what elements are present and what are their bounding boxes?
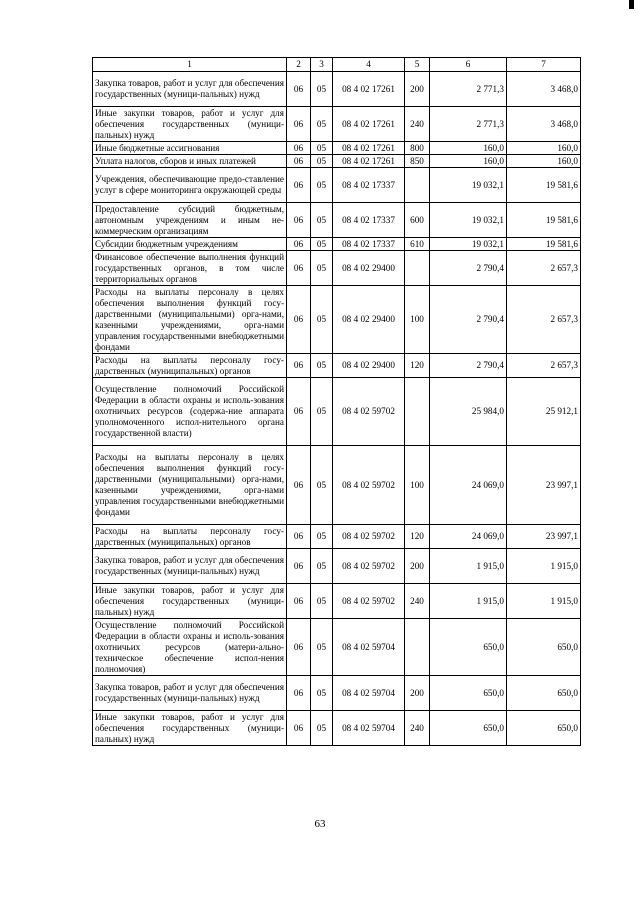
scan-corner-mark [629, 0, 634, 9]
row-expense-type: 200 [405, 72, 430, 107]
row-section-code: 06 [287, 549, 311, 584]
row-subsection-code: 05 [311, 142, 333, 155]
table-row [93, 619, 581, 676]
row-name: Закупка товаров, работ и услуг для обеспечения государственных (муници-пальных) нужд [93, 72, 287, 107]
row-amount-col-6: 2 771,3 [430, 107, 507, 142]
row-subsection-code: 05 [311, 155, 333, 168]
row-amount-col-6: 19 032,1 [430, 238, 507, 251]
row-section-code: 06 [287, 251, 311, 286]
table-body [93, 72, 581, 746]
row-amount-col-7: 19 581,6 [507, 168, 581, 203]
row-name: Расходы на выплаты персоналу в целях обеспечения выполнения функций госу-дарственными (муниципальными) орга-нами, казенными учреждениями, орга-нами управления государственными внебюджетными фондами [93, 446, 287, 525]
row-target-article: 08 4 02 59702 [333, 549, 405, 584]
row-target-article: 08 4 02 59704 [333, 676, 405, 711]
row-name: Иные закупки товаров, работ и услуг для обеспечения государственных (муници-пальных) нужд [93, 584, 287, 619]
row-amount-col-6: 25 984,0 [430, 378, 507, 446]
row-name: Расходы на выплаты персоналу в целях обеспечения выполнения функций госу-дарственными (муниципальными) орга-нами, казенными учреждениями, орга-нами управления государственными внебюджетными фондами [93, 286, 287, 354]
row-target-article: 08 4 02 59704 [333, 619, 405, 676]
row-amount-col-6: 19 032,1 [430, 168, 507, 203]
row-expense-type: 240 [405, 107, 430, 142]
row-amount-col-7: 160,0 [507, 142, 581, 155]
row-section-code: 06 [287, 676, 311, 711]
row-amount-col-6: 2 790,4 [430, 251, 507, 286]
row-subsection-code: 05 [311, 203, 333, 238]
table-row [93, 155, 581, 168]
row-amount-col-7: 23 997,1 [507, 446, 581, 525]
row-section-code: 06 [287, 378, 311, 446]
row-section-code: 06 [287, 286, 311, 354]
row-target-article: 08 4 02 29400 [333, 251, 405, 286]
row-name: Уплата налогов, сборов и иных платежей [93, 155, 287, 168]
row-expense-type: 610 [405, 238, 430, 251]
row-target-article: 08 4 02 29400 [333, 354, 405, 378]
row-amount-col-6: 650,0 [430, 676, 507, 711]
row-expense-type: 200 [405, 676, 430, 711]
row-target-article: 08 4 02 17337 [333, 238, 405, 251]
row-section-code: 06 [287, 72, 311, 107]
row-section-code: 06 [287, 155, 311, 168]
row-amount-col-7: 19 581,6 [507, 238, 581, 251]
row-target-article: 08 4 02 29400 [333, 286, 405, 354]
row-expense-type: 100 [405, 286, 430, 354]
row-expense-type: 600 [405, 203, 430, 238]
row-expense-type: 200 [405, 549, 430, 584]
row-section-code: 06 [287, 711, 311, 746]
row-name: Финансовое обеспечение выполнения функций государственных органов, в том числе территориальных органов [93, 251, 287, 286]
table-row [93, 203, 581, 238]
row-subsection-code: 05 [311, 378, 333, 446]
row-amount-col-6: 2 790,4 [430, 354, 507, 378]
row-target-article: 08 4 02 59702 [333, 378, 405, 446]
header-col-4: 4 [333, 58, 405, 72]
row-expense-type: 240 [405, 584, 430, 619]
row-subsection-code: 05 [311, 286, 333, 354]
row-subsection-code: 05 [311, 549, 333, 584]
row-section-code: 06 [287, 203, 311, 238]
row-name: Осуществление полномочий Российской Федерации в области охраны и исполь-зования охотничьих ресурсов (содержа-ние аппарата уполномоченного испол-нительного органа государственной власти) [93, 378, 287, 446]
row-expense-type [405, 168, 430, 203]
row-expense-type: 800 [405, 142, 430, 155]
table-row [93, 354, 581, 378]
header-col-1: 1 [93, 58, 287, 72]
row-amount-col-7: 650,0 [507, 619, 581, 676]
row-amount-col-7: 3 468,0 [507, 107, 581, 142]
row-amount-col-6: 24 069,0 [430, 446, 507, 525]
table-row [93, 72, 581, 107]
table-header-row [93, 58, 581, 72]
row-name: Закупка товаров, работ и услуг для обеспечения государственных (муници-пальных) нужд [93, 549, 287, 584]
header-col-6: 6 [430, 58, 507, 72]
row-amount-col-6: 160,0 [430, 142, 507, 155]
row-section-code: 06 [287, 446, 311, 525]
row-amount-col-7: 160,0 [507, 155, 581, 168]
row-amount-col-6: 2 771,3 [430, 72, 507, 107]
row-target-article: 08 4 02 59704 [333, 711, 405, 746]
row-section-code: 06 [287, 107, 311, 142]
row-amount-col-6: 24 069,0 [430, 525, 507, 549]
row-name: Расходы на выплаты персоналу госу-дарственных (муниципальных) органов [93, 354, 287, 378]
table-row [93, 142, 581, 155]
row-subsection-code: 05 [311, 446, 333, 525]
table-row [93, 238, 581, 251]
row-subsection-code: 05 [311, 584, 333, 619]
row-section-code: 06 [287, 168, 311, 203]
header-col-3: 3 [311, 58, 333, 72]
budget-table [92, 57, 581, 746]
row-subsection-code: 05 [311, 354, 333, 378]
row-section-code: 06 [287, 525, 311, 549]
row-amount-col-7: 2 657,3 [507, 354, 581, 378]
row-section-code: 06 [287, 584, 311, 619]
row-name: Закупка товаров, работ и услуг для обеспечения государственных (муници-пальных) нужд [93, 676, 287, 711]
table-row [93, 107, 581, 142]
table-row [93, 549, 581, 584]
row-section-code: 06 [287, 354, 311, 378]
row-amount-col-7: 2 657,3 [507, 286, 581, 354]
row-expense-type [405, 378, 430, 446]
row-amount-col-7: 650,0 [507, 711, 581, 746]
row-amount-col-7: 23 997,1 [507, 525, 581, 549]
header-col-2: 2 [287, 58, 311, 72]
row-amount-col-7: 1 915,0 [507, 549, 581, 584]
row-target-article: 08 4 02 17261 [333, 107, 405, 142]
table-row [93, 525, 581, 549]
table-row [93, 676, 581, 711]
row-amount-col-7: 2 657,3 [507, 251, 581, 286]
row-expense-type [405, 619, 430, 676]
row-expense-type: 240 [405, 711, 430, 746]
row-section-code: 06 [287, 238, 311, 251]
row-amount-col-6: 2 790,4 [430, 286, 507, 354]
row-target-article: 08 4 02 59702 [333, 584, 405, 619]
table-row [93, 251, 581, 286]
row-target-article: 08 4 02 59702 [333, 446, 405, 525]
row-name: Субсидии бюджетным учреждениям [93, 238, 287, 251]
row-subsection-code: 05 [311, 168, 333, 203]
table-row [93, 378, 581, 446]
row-section-code: 06 [287, 142, 311, 155]
row-name: Осуществление полномочий Российской Федерации в области охраны и исполь-зования охотничьих ресурсов (матери-ально-техническое обеспечение испол-нения полномочия) [93, 619, 287, 676]
page-number: 63 [314, 818, 326, 830]
row-amount-col-7: 650,0 [507, 676, 581, 711]
table-row [93, 711, 581, 746]
row-amount-col-6: 650,0 [430, 711, 507, 746]
row-name: Иные закупки товаров, работ и услуг для обеспечения государственных (муници-пальных) нужд [93, 711, 287, 746]
row-amount-col-7: 1 915,0 [507, 584, 581, 619]
row-subsection-code: 05 [311, 72, 333, 107]
row-expense-type: 120 [405, 354, 430, 378]
row-section-code: 06 [287, 619, 311, 676]
row-subsection-code: 05 [311, 107, 333, 142]
row-name: Иные бюджетные ассигнования [93, 142, 287, 155]
row-target-article: 08 4 02 59702 [333, 525, 405, 549]
row-amount-col-7: 19 581,6 [507, 203, 581, 238]
row-expense-type: 100 [405, 446, 430, 525]
table-row [93, 168, 581, 203]
row-amount-col-7: 25 912,1 [507, 378, 581, 446]
row-amount-col-6: 650,0 [430, 619, 507, 676]
row-amount-col-7: 3 468,0 [507, 72, 581, 107]
row-subsection-code: 05 [311, 711, 333, 746]
row-subsection-code: 05 [311, 619, 333, 676]
row-subsection-code: 05 [311, 676, 333, 711]
row-subsection-code: 05 [311, 238, 333, 251]
row-name: Иные закупки товаров, работ и услуг для обеспечения государственных (муници-пальных) нужд [93, 107, 287, 142]
row-subsection-code: 05 [311, 525, 333, 549]
header-col-5: 5 [405, 58, 430, 72]
row-target-article: 08 4 02 17261 [333, 72, 405, 107]
row-expense-type: 120 [405, 525, 430, 549]
row-target-article: 08 4 02 17261 [333, 155, 405, 168]
row-name: Учреждения, обеспечивающие предо-ставление услуг в сфере мониторинга окружающей среды [93, 168, 287, 203]
row-target-article: 08 4 02 17337 [333, 203, 405, 238]
row-expense-type: 850 [405, 155, 430, 168]
row-subsection-code: 05 [311, 251, 333, 286]
header-col-7: 7 [507, 58, 581, 72]
row-expense-type [405, 251, 430, 286]
row-amount-col-6: 1 915,0 [430, 549, 507, 584]
row-amount-col-6: 19 032,1 [430, 203, 507, 238]
row-amount-col-6: 160,0 [430, 155, 507, 168]
row-name: Расходы на выплаты персоналу госу-дарственных (муниципальных) органов [93, 525, 287, 549]
row-target-article: 08 4 02 17337 [333, 168, 405, 203]
row-amount-col-6: 1 915,0 [430, 584, 507, 619]
table-row [93, 584, 581, 619]
table-row [93, 286, 581, 354]
table-row [93, 446, 581, 525]
row-name: Предоставление субсидий бюджетным, автономным учреждениям и иным не-коммерческим организациям [93, 203, 287, 238]
row-target-article: 08 4 02 17261 [333, 142, 405, 155]
